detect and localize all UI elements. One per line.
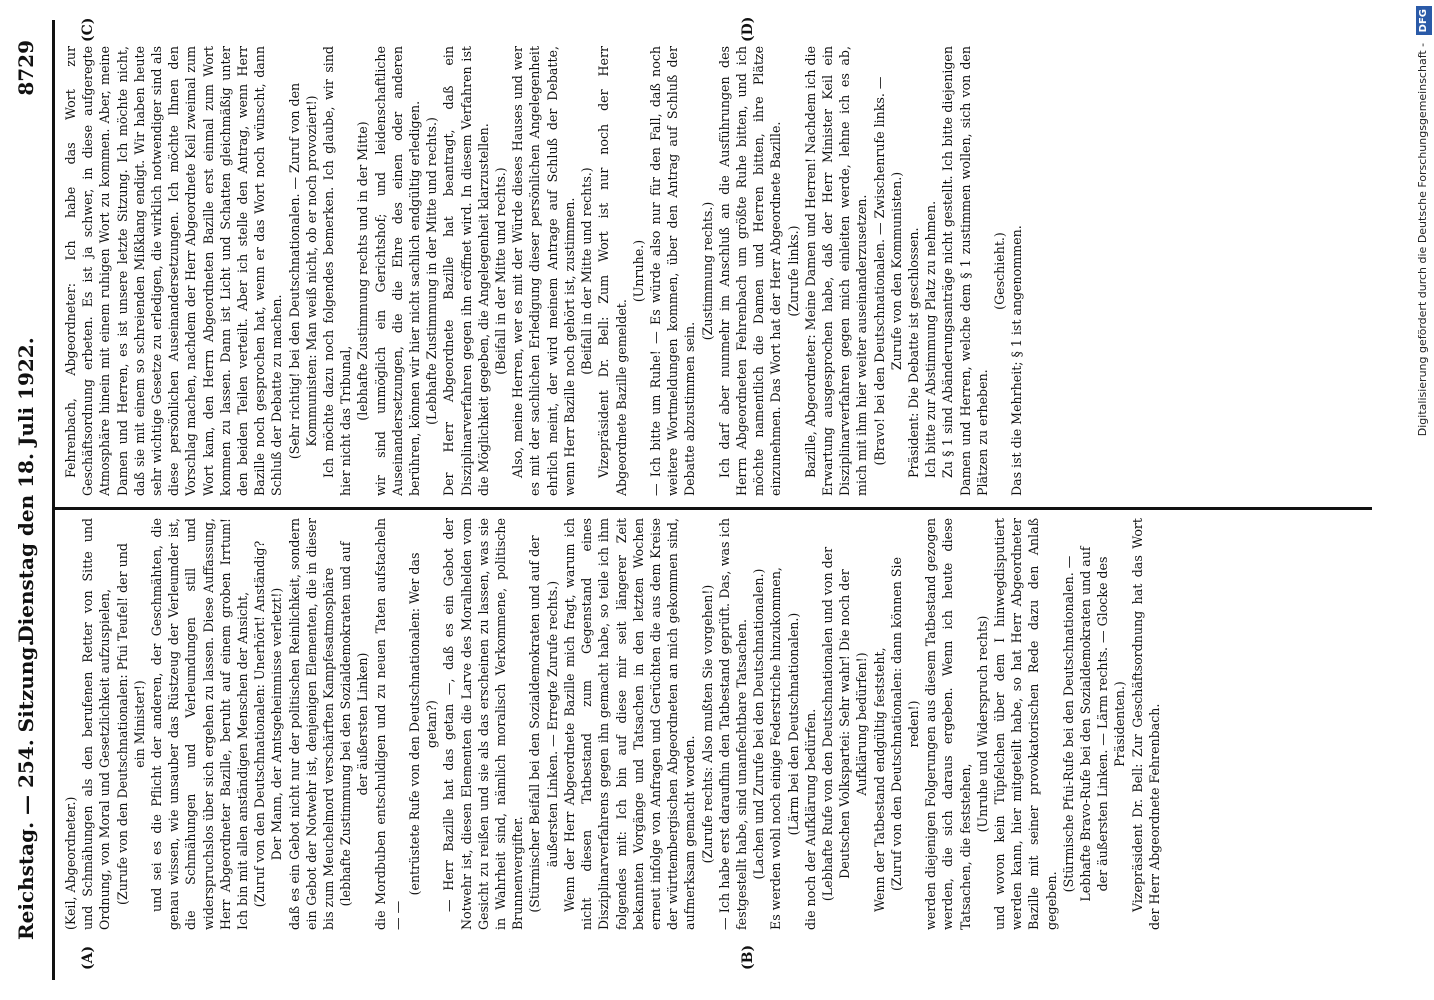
paragraph: Das ist die Mehrheit; § 1 ist angenommen. [1009, 225, 1025, 496]
interjection: (Lebhafte Zustimmung in der Mitte und rechts.) [424, 117, 440, 425]
paragraph: Bazille, Abgeordneter: Meine Damen und Herren! Nachdem ich die Erwartung ausgesprochen habe, daß der Herr Minister Keil ein Disziplinarverfahren gegen mich einleiten werde, lehne ich es ab, mich mit ihm hier weiter auseinanderzusetzen. [802, 46, 870, 496]
paragraph: und wovon kein Tüpfelchen über dem I hinwegdisputiert werden kann, hier mitgeteilt habe, so hat Herr Abgeordneter Bazille mit seiner provokatorischen Rede dazu den Anlaß gegeben. [991, 518, 1059, 930]
margin-mark-a: (A) [80, 945, 96, 970]
right-text-column [62, 46, 1370, 496]
paragraph: die Mordbuben entschuldigen und zu neuen Taten aufstacheln — — [372, 518, 405, 930]
interjection: (Zurufe rechts: Also mußten Sie vorgehen!) [699, 584, 715, 864]
paragraph: daß es ein Gebot nicht nur der politischen Reinlichkeit, sondern ein Gebot der Notwehr ist, denjenigen Elementen, die in dieser bis zum Meuchelmord verschärften Kampfesatmosphäre [286, 518, 337, 930]
interjection: (entrüstete Rufe von den Deutschnationalen: Wer das getan?) [407, 552, 440, 896]
margin-mark-d: (D) [740, 16, 756, 42]
interjection: (Beifall in der Mitte und rechts.) [579, 167, 595, 375]
paragraph: werden diejenigen Folgerungen aus diesem Tatbestand gezogen werden, die sich daraus ergeben. Wenn ich heute diese Tatsachen, die feststehen, [923, 518, 973, 930]
interjection: (Bravo! bei den Deutschnationalen. — Zwischenrufe links. — Zurufe von den Kommunisten.) [871, 76, 904, 466]
margin-mark-b: (B) [740, 944, 756, 970]
paragraph: — Ich habe erst daraufhin den Tatbestand geprüft. Das, was ich festgestellt habe, sind unanfechtbare Tatsachen. [716, 518, 749, 930]
interjection: (Zurufe links.) [785, 225, 801, 317]
paragraph: (Keil, Abgeordneter.) [63, 796, 78, 930]
paragraph: wir sind unmöglich ein Gerichtshof; und leidenschaftliche Auseinandersetzungen, die die Ehre des einen oder anderen berühren, können wir hier nicht sachlich endgültig erledigen. [372, 46, 423, 496]
interjection: (Zurufe von den Deutschnationalen: Pfui Teufel! der und ein Minister!) [114, 543, 147, 905]
paragraph: Wenn der Herr Abgeordnete Bazille mich fragt, warum ich nicht diesen Tatbestand zum Gegenstand eines Disziplinarverfahrens gegen ihn gemacht habe, so teile ich ihm folgendes mit: Ich bin auf diese mir seit längerer Zeit bekannten Vorgänge und Tatsachen in den letzten Wochen erneut infolge von Anfragen und Gerüchten die aus dem Kreise der württembergischen Abgeordneten an mich gekommen sind, aufmerksam gemacht worden. [561, 518, 698, 930]
paragraph: die noch der Aufklärung bedürfen. [802, 708, 818, 930]
paragraph: Der Herr Abgeordnete Bazille hat beantragt, daß ein Disziplinarverfahren gegen ihn eröffnet wird. In diesem Verfahren ist die Möglichkeit gegeben, die Angelegenheit klarzustellen. [441, 46, 491, 496]
dfg-logo: DFG [1416, 6, 1432, 35]
interjection: (Beifall in der Mitte und rechts.) [493, 167, 509, 375]
paragraph: und sei es die Pflicht der anderen, der Geschmähten, die genau wissen, wie unsauber das Rüstzeug der Verleumder ist, die Schmähungen und Verleumdungen still und widerspruchslos über sich ergehen zu lassen. Diese Auffassung, Herr Abgeordneter Bazille, beruht auf einem groben Irrtum! Ich bin mit allen anständigen Menschen der Ansicht, [149, 518, 251, 930]
paragraph: Fehrenbach, Abgeordneter: Ich habe das Wort zur Geschäftsordnung erbeten. Es ist ja schwer, in diese aufgeregte Atmosphäre hinein mit einem ruhigen Wort zu kommen. Aber, meine Damen und Herren, es ist unsere letzte Sitzung. Ich möchte nicht, daß sie mit einem so schreienden Mißklang endigt. Wir haben heute sehr wichtige Gesetze zu erledigen, die wirklich notwendiger sind als diese persönlichen Auseinandersetzungen. Ich möchte Ihnen den Vorschlag machen, nachdem der Herr Abgeordnete Keil zweimal zum Wort kam, den Herrn Abgeordneten Bazille erst einmal zum Wort kommen zu lassen. Dann ist Licht und Schatten gleichmäßig unter den beiden Teilen verteilt. Aber ich stelle den Antrag, wenn Herr Bazille noch gesprochen hat, wenn er das Wort noch wünscht, dann Schluß der Debatte zu machen. [63, 46, 285, 496]
paragraph: Ich bitte zur Abstimmung Platz zu nehmen. [923, 200, 939, 478]
paragraph: Vizepräsident Dr. Bell: Zur Geschäftsordnung hat das Wort der Herr Abgeordnete Fehrenbach. [1129, 518, 1162, 930]
margin-mark-c: (C) [80, 17, 96, 42]
interjection: (Stürmische Pfui-Rufe bei den Deutschnationalen. — Lebhafte Bravo-Rufe bei den Sozialdemokraten und auf der äußersten Linken. — Lärm rechts. — Glocke des Präsidenten.) [1060, 546, 1128, 902]
interjection: (lebhafte Zustimmung rechts und in der Mitte) [355, 121, 371, 421]
interjection: (Lärm bei den Deutschnationalen.) [785, 612, 801, 836]
interjection: (Sehr richtig! bei den Deutschnationalen. — Zuruf von den Kommunisten: Man weiß nicht, ob er noch provoziert!) [286, 82, 319, 460]
column-divider [52, 507, 1372, 510]
interjection: (Zustimmung rechts.) [699, 201, 715, 341]
paragraph: Wenn der Tatbestand endgültig feststeht, [871, 647, 887, 912]
paragraph: Zu § 1 sind Abänderungsanträge nicht gestellt. Ich bitte diejenigen Damen und Herren, welche dem § 1 zustimmen wollen, sich von den Plätzen zu erheben. [940, 46, 990, 496]
paragraph: Ich darf aber nunmehr im Anschluß an die Ausführungen des Herrn Abgeordneten Fehrenbach um größte Ruhe bitten, und ich möchte namentlich die Damen und Herren bitten, ihre Plätze einzunehmen. Das Wort hat der Herr Abgeordnete Bazille. [716, 46, 784, 496]
credit-text: Digitalisierung gefördert durch die Deutsche Forschungsgemeinschaft - [1416, 42, 1429, 437]
paragraph: und Schmähungen als den berufenen Retter von Sitte und Ordnung, von Moral und Gesetzlichkeit aufzuspielen, [80, 518, 113, 930]
header-session: Reichstag. — 254. Sitzung. [14, 639, 38, 940]
paragraph: — Ich bitte um Ruhe! — Es würde also nur für den Fall, daß noch weitere Wortmeldungen kommen, über den Antrag auf Schluß der Debatte abzustimmen sein. [647, 46, 698, 496]
interjection: (Stürmischer Beifall bei den Sozialdemokraten und auf der äußersten Linken. — Erregte Zurufe rechts.) [527, 535, 560, 913]
digitization-credit [1412, 6, 1434, 1000]
interjection: (Geschieht.) [991, 232, 1007, 310]
interjection: (Zuruf von den Deutschnationalen: Unerhört! Anständig? Der Mann, der Amtsgeheimnisse verletzt!) [252, 540, 285, 908]
interjection: (lebhafte Zustimmung bei den Sozialdemokraten und auf der äußersten Linken) [338, 541, 371, 907]
interjection: (Lachen und Zurufe bei den Deutschnationalen.) [751, 568, 767, 880]
interjection: (Lebhafte Rufe von den Deutschnationalen und von der Deutschen Volkspartei: Sehr wahr! Die noch der Aufklärung bedürfen!) [819, 546, 870, 902]
paragraph: Es werden wohl noch einige Federstriche hinzukommen, [768, 567, 784, 930]
header-date: Dienstag den 18. Juli 1922. [14, 337, 38, 643]
paragraph: Präsident: Die Debatte ist geschlossen. [905, 227, 921, 478]
page-number: 8729 [14, 40, 38, 96]
paragraph: Also, meine Herren, wer es mit der Würde dieses Hauses und wer es mit der sachlichen Erledigung dieser persönlichen Angelegenheit ehrlich meint, der wird meinem Antrage auf Schluß der Debatte, wenn Herr Bazille noch gehört ist, zustimmen. [510, 46, 577, 496]
left-text-column [62, 518, 1370, 930]
interjection: (Unruhe.) [630, 239, 646, 303]
paragraph: Ich möchte dazu noch folgendes bemerken. Ich glaube, wir sind hier nicht das Tribunal, [321, 46, 354, 496]
page-header [14, 40, 48, 940]
paragraph: — Herr Bazille hat das getan —, daß es ein Gebot der Notwehr ist, diesen Elementen die Larve des Moralhelden vom Gesicht zu reißen und sie als das erscheinen zu lassen, was sie in Wahrheit sind, nämlich moralisch Verkommene, politische Brunnenvergifter. [441, 518, 526, 930]
paragraph: Vizepräsident Dr. Bell: Zum Wort ist nur noch der Herr Abgeordnete Bazille gemeldet. [596, 46, 629, 496]
interjection: (Unruhe und Widerspruch rechts) [974, 615, 990, 833]
header-rule [52, 20, 55, 980]
interjection: (Zuruf von den Deutschnationalen: dann können Sie reden!) [888, 557, 921, 892]
